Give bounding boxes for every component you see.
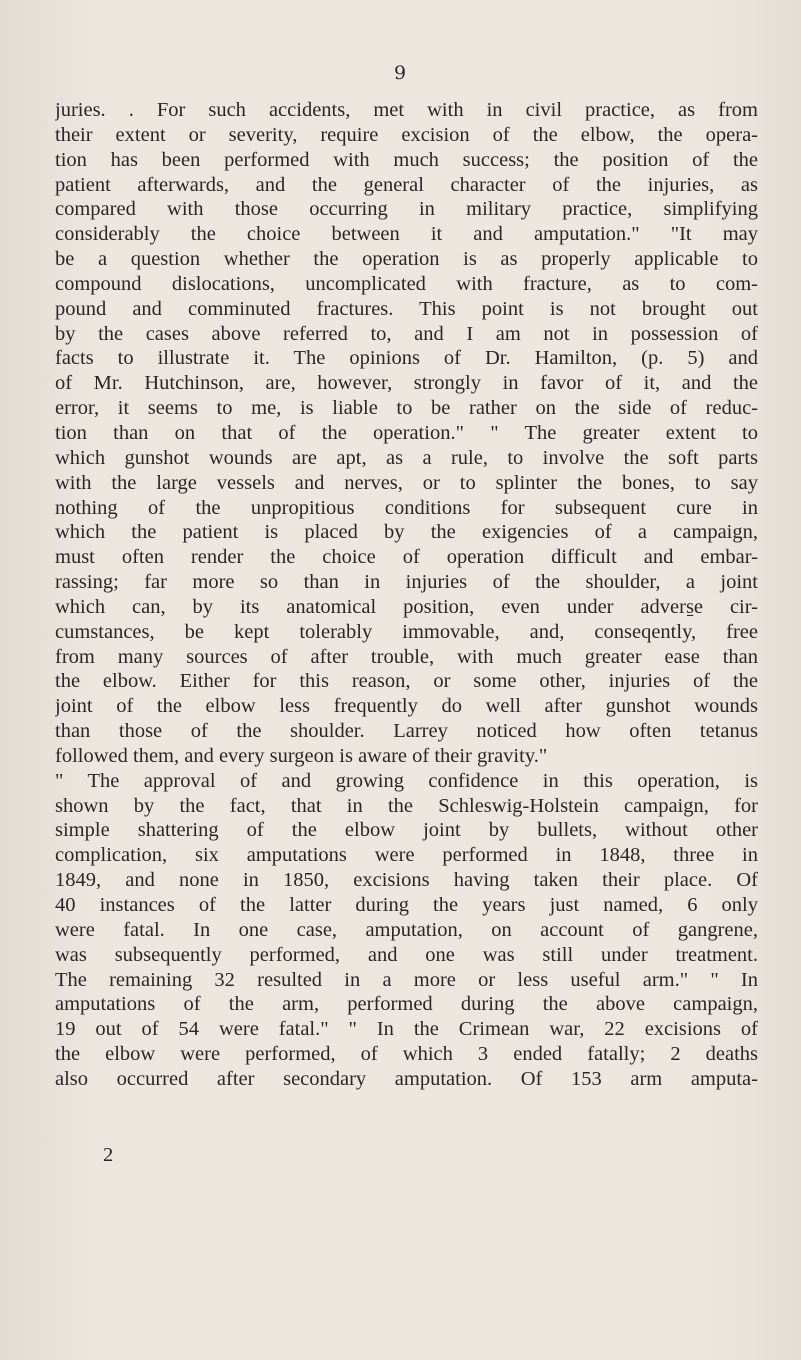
text-line: which the patient is placed by the exigencies of a campaign,	[55, 521, 758, 544]
text-line: cumstances, be kept tolerably immovable, and, conseqently, free	[55, 620, 758, 643]
text-line: error, it seems to me, is liable to be rather on the side of reduc-	[55, 397, 758, 420]
text-line: joint of the elbow less frequently do well after gunshot wounds	[55, 695, 758, 718]
text-line: tion has been performed with much success; the position of the	[55, 148, 758, 171]
text-line: compared with those occurring in military practice, simplifying	[55, 198, 758, 221]
body-text	[55, 98, 758, 1092]
text-line: which can, by its anatomical position, even under advers̱e cir-	[55, 595, 758, 618]
text-line: rassing; far more so than in injuries of the shoulder, a joint	[55, 571, 758, 594]
text-line: compound dislocations, uncomplicated with fracture, as to com-	[55, 272, 758, 295]
text-line: patient afterwards, and the general character of the injuries, as	[55, 173, 758, 196]
text-line: simple shattering of the elbow joint by bullets, without other	[55, 819, 758, 842]
text-line: be a question whether the operation is as properly applicable to	[55, 248, 758, 271]
text-line: must often render the choice of operation difficult and embar-	[55, 546, 758, 569]
text-line: juries. . For such accidents, met with in civil practice, as from	[55, 99, 758, 121]
text-line: their extent or severity, require excision of the elbow, the opera-	[55, 123, 758, 146]
text-line: followed them, and every surgeon is aware of their gravity."	[55, 744, 548, 767]
text-line: tion than on that of the operation." " The greater extent to	[55, 421, 758, 444]
text-line: of Mr. Hutchinson, are, however, strongly in favor of it, and the	[55, 372, 758, 395]
text-line: the elbow. Either for this reason, or some other, injuries of the	[55, 670, 758, 693]
text-line: complication, six amputations were performed in 1848, three in	[55, 844, 758, 867]
text-line: " The approval of and growing confidence in this operation, is	[55, 769, 758, 792]
text-line: were fatal. In one case, amputation, on account of gangrene,	[55, 918, 758, 941]
text-line: pound and comminuted fractures. This point is not brought out	[55, 297, 758, 320]
signature-mark: 2	[103, 1144, 114, 1166]
text-line: the elbow were performed, of which 3 ended fatally; 2 deaths	[55, 1043, 758, 1066]
text-line: nothing of the unpropitious conditions for subsequent cure in	[55, 496, 758, 519]
text-line: The remaining 32 resulted in a more or less useful arm." " In	[55, 968, 758, 991]
text-line: 19 out of 54 were fatal." " In the Crimean war, 22 excisions of	[55, 1018, 758, 1041]
text-line: 40 instances of the latter during the years just named, 6 only	[55, 894, 758, 916]
text-line: facts to illustrate it. The opinions of Dr. Hamilton, (p. 5) and	[55, 347, 758, 370]
text-line: was subsequently performed, and one was still under treatment.	[55, 943, 758, 966]
text-line: with the large vessels and nerves, or to splinter the bones, to say	[55, 471, 758, 494]
text-line: than those of the shoulder. Larrey noticed how often tetanus	[55, 720, 758, 743]
text-line: amputations of the arm, performed during the above campaign,	[55, 993, 758, 1016]
text-line: considerably the choice between it and amputation." "It may	[55, 223, 758, 246]
text-line: which gunshot wounds are apt, as a rule, to involve the soft parts	[55, 446, 758, 469]
text-line: shown by the fact, that in the Schleswig-Holstein campaign, for	[55, 794, 758, 817]
text-line: from many sources of after trouble, with much greater ease than	[55, 645, 758, 668]
page-number: 9	[393, 62, 407, 84]
text-line: by the cases above referred to, and I am not in possession of	[55, 322, 758, 345]
text-line: 1849, and none in 1850, excisions having taken their place. Of	[55, 869, 758, 892]
text-line: also occurred after secondary amputation. Of 153 arm amputa-	[55, 1067, 758, 1090]
